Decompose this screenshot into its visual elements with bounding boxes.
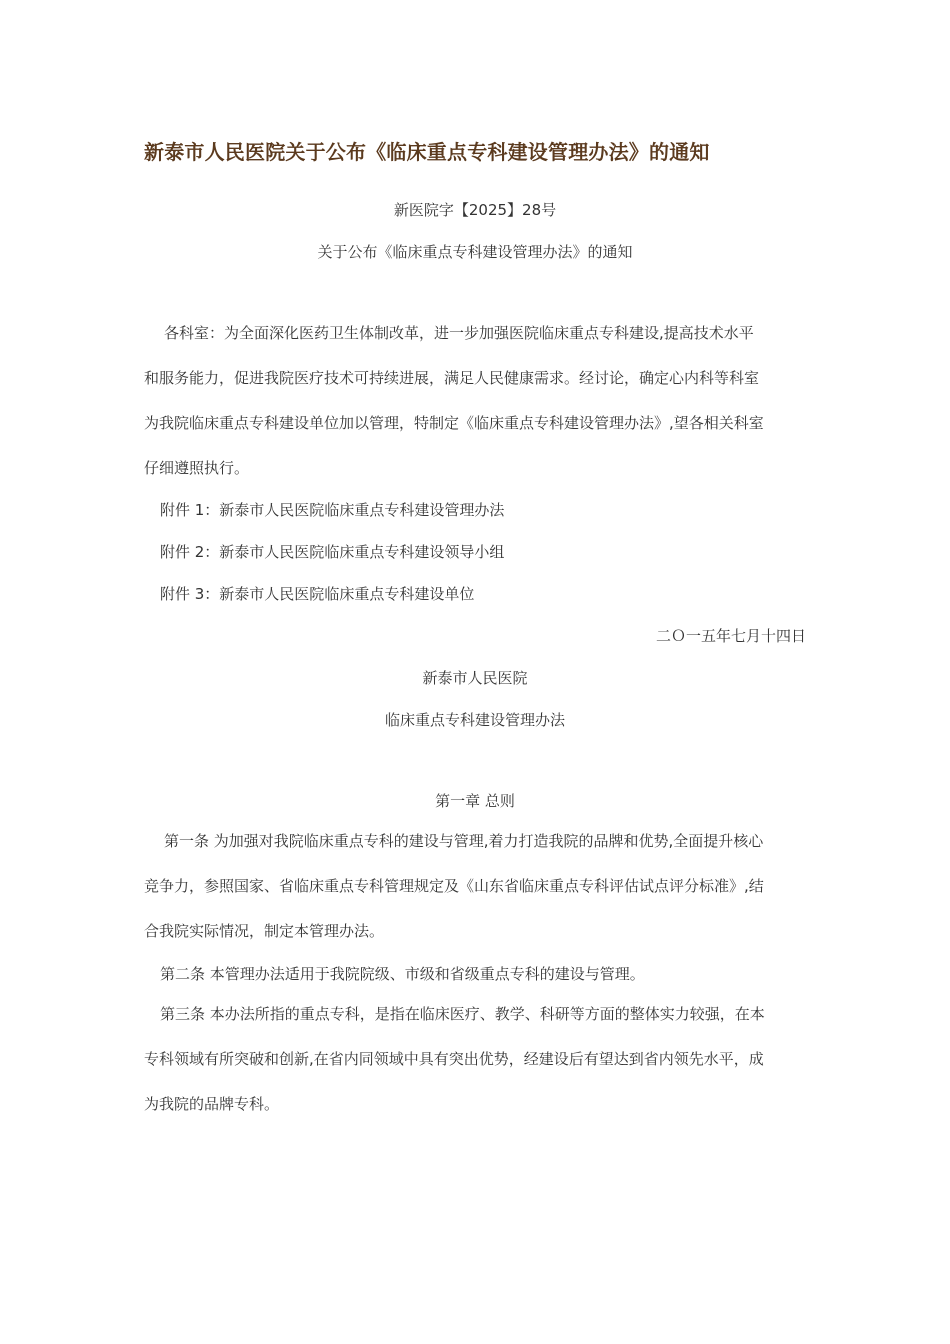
document-date: 二Ｏ一五年七月十四日 [655,627,806,645]
article-line: 专科领域有所突破和创新,在省内同领域中具有突出优势，经建设后有望达到省内领先水平，成 [144,1050,764,1068]
attachment-item: 附件 3：新泰市人民医院临床重点专科建设单位 [160,585,475,603]
intro-line: 和服务能力，促进我院医疗技术可持续进展，满足人民健康需求。经讨论，确定心内科等科室 [144,369,760,387]
article-2: 第二条 本管理办法适用于我院院级、市级和省级重点专科的建设与管理。 [160,965,645,983]
article-line: 竞争力，参照国家、省临床重点专科管理规定及《山东省临床重点专科评估试点评分标准》,结 [144,877,764,895]
issuer-name: 新泰市人民医院 [422,669,528,687]
article-line: 第一条 为加强对我院临床重点专科的建设与管理,着力打造我院的品牌和优势,全面提升核心 [164,832,764,850]
attachment-item: 附件 2：新泰市人民医院临床重点专科建设领导小组 [160,543,505,561]
article-line: 合我院实际情况，制定本管理办法。 [144,922,385,940]
document-subtitle: 关于公布《临床重点专科建设管理办法》的通知 [317,243,633,261]
document-title: 新泰市人民医院关于公布《临床重点专科建设管理办法》的通知 [144,140,710,164]
article-line: 第三条 本办法所指的重点专科，是指在临床医疗、教学、科研等方面的整体实力较强，在本 [160,1005,765,1023]
document-number: 新医院字【2025】28号 [393,201,557,219]
intro-paragraph [144,311,806,491]
article-3 [144,992,806,1127]
chapter-title: 第一章 总则 [435,792,515,810]
intro-line: 为我院临床重点专科建设单位加以管理，特制定《临床重点专科建设管理办法》,望各相关科室 [144,414,764,432]
attachment-item: 附件 1：新泰市人民医院临床重点专科建设管理办法 [160,501,505,519]
article-line: 为我院的品牌专科。 [144,1095,280,1113]
measures-title: 临床重点专科建设管理办法 [384,711,565,729]
intro-line: 各科室：为全面深化医药卫生体制改革，进一步加强医院临床重点专科建设,提高技术水平 [164,324,754,342]
intro-line: 仔细遵照执行。 [144,459,250,477]
article-1 [144,819,806,954]
